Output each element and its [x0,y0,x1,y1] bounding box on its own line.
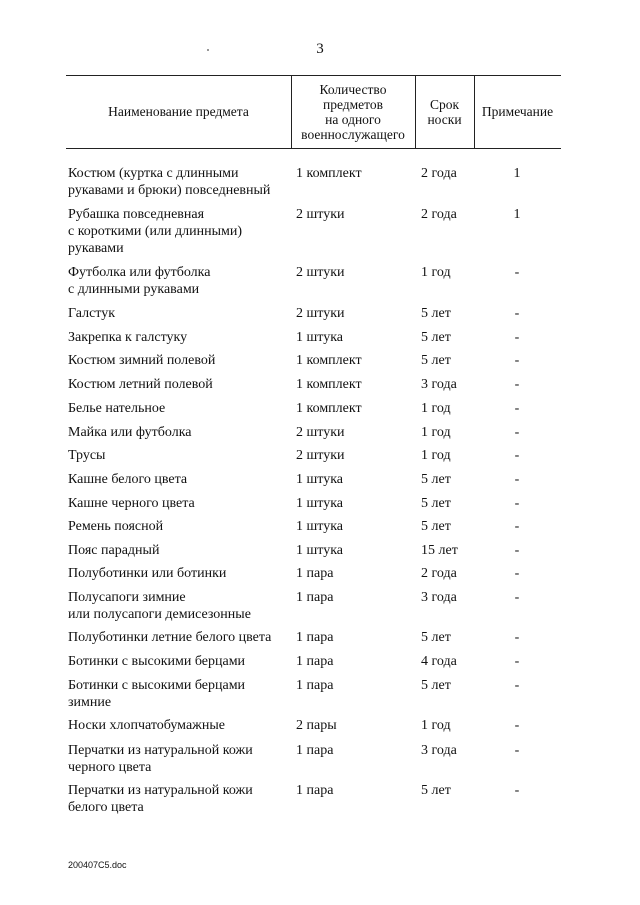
item-name: Ботинки с высокими берцами зимние [68,678,246,710]
item-note: - [514,566,520,581]
item-quantity: 1 штука [296,519,344,534]
item-name: Ремень поясной [68,519,164,534]
item-quantity: 2 штуки [296,207,345,222]
item-note: - [514,496,520,511]
item-term: 2 года [421,166,457,181]
item-note: - [514,743,520,758]
item-note: - [514,543,520,558]
item-quantity: 1 комплект [296,353,362,368]
item-term: 1 год [421,448,451,463]
item-note: - [514,330,520,345]
item-quantity: 1 штука [296,543,344,558]
item-note: - [514,353,520,368]
item-name: Полуботинки или ботинки [68,566,227,581]
header-quantity: Количество предметов на одного военнослужащего [301,81,405,142]
item-note: - [514,401,520,416]
item-term: 5 лет [421,353,451,368]
header-term: Срок носки [427,96,462,127]
item-term: 1 год [421,401,451,416]
item-term: 15 лет [421,543,458,558]
item-term: 5 лет [421,783,451,798]
item-quantity: 2 штуки [296,306,345,321]
table-header-rule [66,148,561,149]
item-name: Галстук [68,306,116,321]
item-term: 3 года [421,743,457,758]
item-name: Трусы [68,448,106,463]
item-name: Закрепка к галстуку [68,330,188,345]
item-note: - [514,265,520,280]
item-name: Кашне белого цвета [68,472,188,487]
item-quantity: 1 пара [296,743,334,758]
item-name: Рубашка повседневная с короткими (или длинными) рукавами [68,207,243,256]
item-note: - [514,377,520,392]
item-term: 2 года [421,207,457,222]
header-name: Наименование предмета [108,104,249,119]
item-quantity: 1 пара [296,654,334,669]
item-quantity: 2 пары [296,718,337,733]
item-quantity: 1 штука [296,472,344,487]
item-name: Белье нательное [68,401,166,416]
item-name: Носки хлопчатобумажные [68,718,225,733]
item-quantity: 1 пара [296,678,334,693]
item-name: Перчатки из натуральной кожи черного цвета [68,743,253,775]
item-quantity: 2 штуки [296,448,345,463]
item-name: Полуботинки летние белого цвета [68,630,272,645]
item-quantity: 1 пара [296,566,334,581]
item-term: 5 лет [421,306,451,321]
item-quantity: 2 штуки [296,425,345,440]
item-term: 5 лет [421,472,451,487]
item-note: - [514,783,520,798]
header-note: Примечание [481,104,554,119]
item-note: - [514,306,520,321]
item-name: Кашне черного цвета [68,496,195,511]
item-quantity: 1 пара [296,590,334,605]
item-quantity: 1 штука [296,496,344,511]
item-note: 1 [513,166,521,181]
item-term: 4 года [421,654,457,669]
item-name: Перчатки из натуральной кожи белого цвета [68,783,253,815]
item-term: 1 год [421,265,451,280]
item-name: Костюм летний полевой [68,377,213,392]
item-term: 5 лет [421,630,451,645]
item-note: - [514,590,520,605]
item-name: Полусапоги зимние или полусапоги демисезонные [68,590,251,622]
item-term: 5 лет [421,330,451,345]
item-note: - [514,472,520,487]
page-number: 3 [316,41,324,57]
item-term: 1 год [421,425,451,440]
item-note: - [514,519,520,534]
item-quantity: 1 пара [296,630,334,645]
item-name: Ботинки с высокими берцами [68,654,246,669]
item-quantity: 1 комплект [296,166,362,181]
item-note: - [514,654,520,669]
item-term: 5 лет [421,496,451,511]
scan-speck [207,49,209,51]
item-term: 5 лет [421,519,451,534]
item-note: - [514,718,520,733]
item-note: - [514,448,520,463]
item-note: 1 [513,207,521,222]
item-term: 1 год [421,718,451,733]
item-name: Пояс парадный [68,543,160,558]
item-name: Футболка или футболка с длинными рукавами [68,265,211,297]
item-name: Костюм зимний полевой [68,353,216,368]
item-quantity: 1 комплект [296,377,362,392]
item-term: 5 лет [421,678,451,693]
item-note: - [514,425,520,440]
item-quantity: 2 штуки [296,265,345,280]
item-quantity: 1 штука [296,330,344,345]
item-note: - [514,678,520,693]
item-term: 2 года [421,566,457,581]
item-quantity: 1 пара [296,783,334,798]
item-name: Майка или футболка [68,425,192,440]
item-note: - [514,630,520,645]
item-term: 3 года [421,377,457,392]
item-quantity: 1 комплект [296,401,362,416]
item-term: 3 года [421,590,457,605]
item-name: Костюм (куртка с длинными рукавами и брюки) повседневный [68,166,271,198]
document-filename: 200407C5.doc [68,860,127,870]
